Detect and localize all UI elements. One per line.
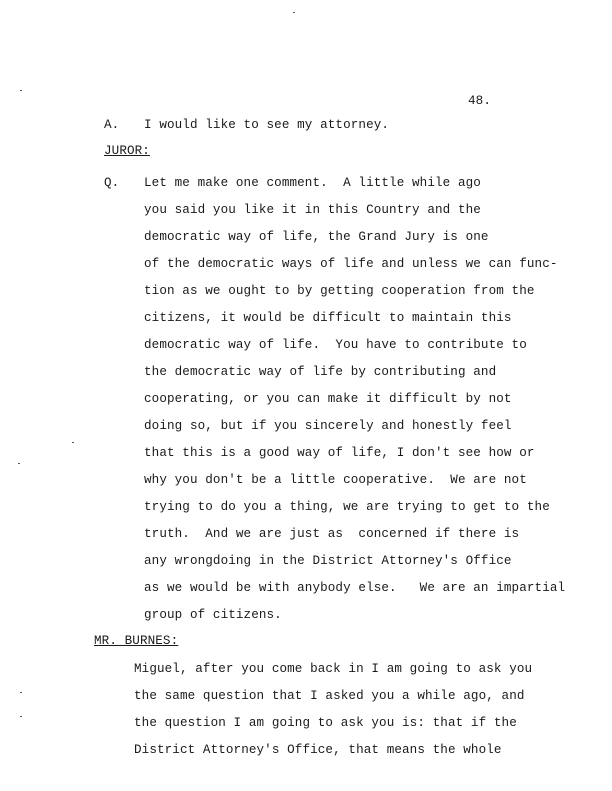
juror-line: cooperating, or you can make it difficult by not (144, 392, 512, 406)
juror-line: doing so, but if you sincerely and honestly feel (144, 419, 512, 433)
burnes-line: Miguel, after you come back in I am going to ask you (134, 662, 533, 676)
scan-speck (18, 463, 20, 464)
juror-line: that this is a good way of life, I don't see how or (144, 446, 535, 460)
juror-line: of the democratic ways of life and unless we can func- (144, 257, 558, 271)
juror-line: citizens, it would be difficult to maintain this (144, 311, 512, 325)
juror-speaker-label: JUROR: (104, 144, 150, 158)
juror-line: the democratic way of life by contributing and (144, 365, 497, 379)
scan-speck (20, 90, 22, 91)
juror-line: any wrongdoing in the District Attorney's Office (144, 554, 512, 568)
burnes-speaker-label: MR. BURNES: (94, 634, 179, 648)
juror-line: you said you like it in this Country and the (144, 203, 481, 217)
scan-speck (20, 716, 22, 717)
juror-line: trying to do you a thing, we are trying to get to the (144, 500, 550, 514)
scan-speck (293, 12, 295, 13)
juror-line: as we would be with anybody else. We are an impartial (144, 581, 566, 595)
answer-label: A. (104, 118, 120, 132)
burnes-line: District Attorney's Office, that means the whole (134, 743, 502, 757)
scan-speck (20, 692, 22, 693)
juror-line: Let me make one comment. A little while ago (144, 176, 481, 190)
juror-line: democratic way of life. You have to contribute to (144, 338, 527, 352)
page-number: 48. (468, 94, 491, 108)
answer-text: I would like to see my attorney. (144, 118, 390, 132)
juror-line: truth. And we are just as concerned if there is (144, 527, 520, 541)
juror-line: tion as we ought to by getting cooperation from the (144, 284, 535, 298)
scan-speck (72, 442, 74, 443)
juror-line: why you don't be a little cooperative. We are not (144, 473, 527, 487)
juror-line: democratic way of life, the Grand Jury is one (144, 230, 489, 244)
burnes-line: the question I am going to ask you is: that if the (134, 716, 517, 730)
question-label: Q. (104, 176, 120, 190)
juror-line: group of citizens. (144, 608, 282, 622)
burnes-line: the same question that I asked you a while ago, and (134, 689, 525, 703)
